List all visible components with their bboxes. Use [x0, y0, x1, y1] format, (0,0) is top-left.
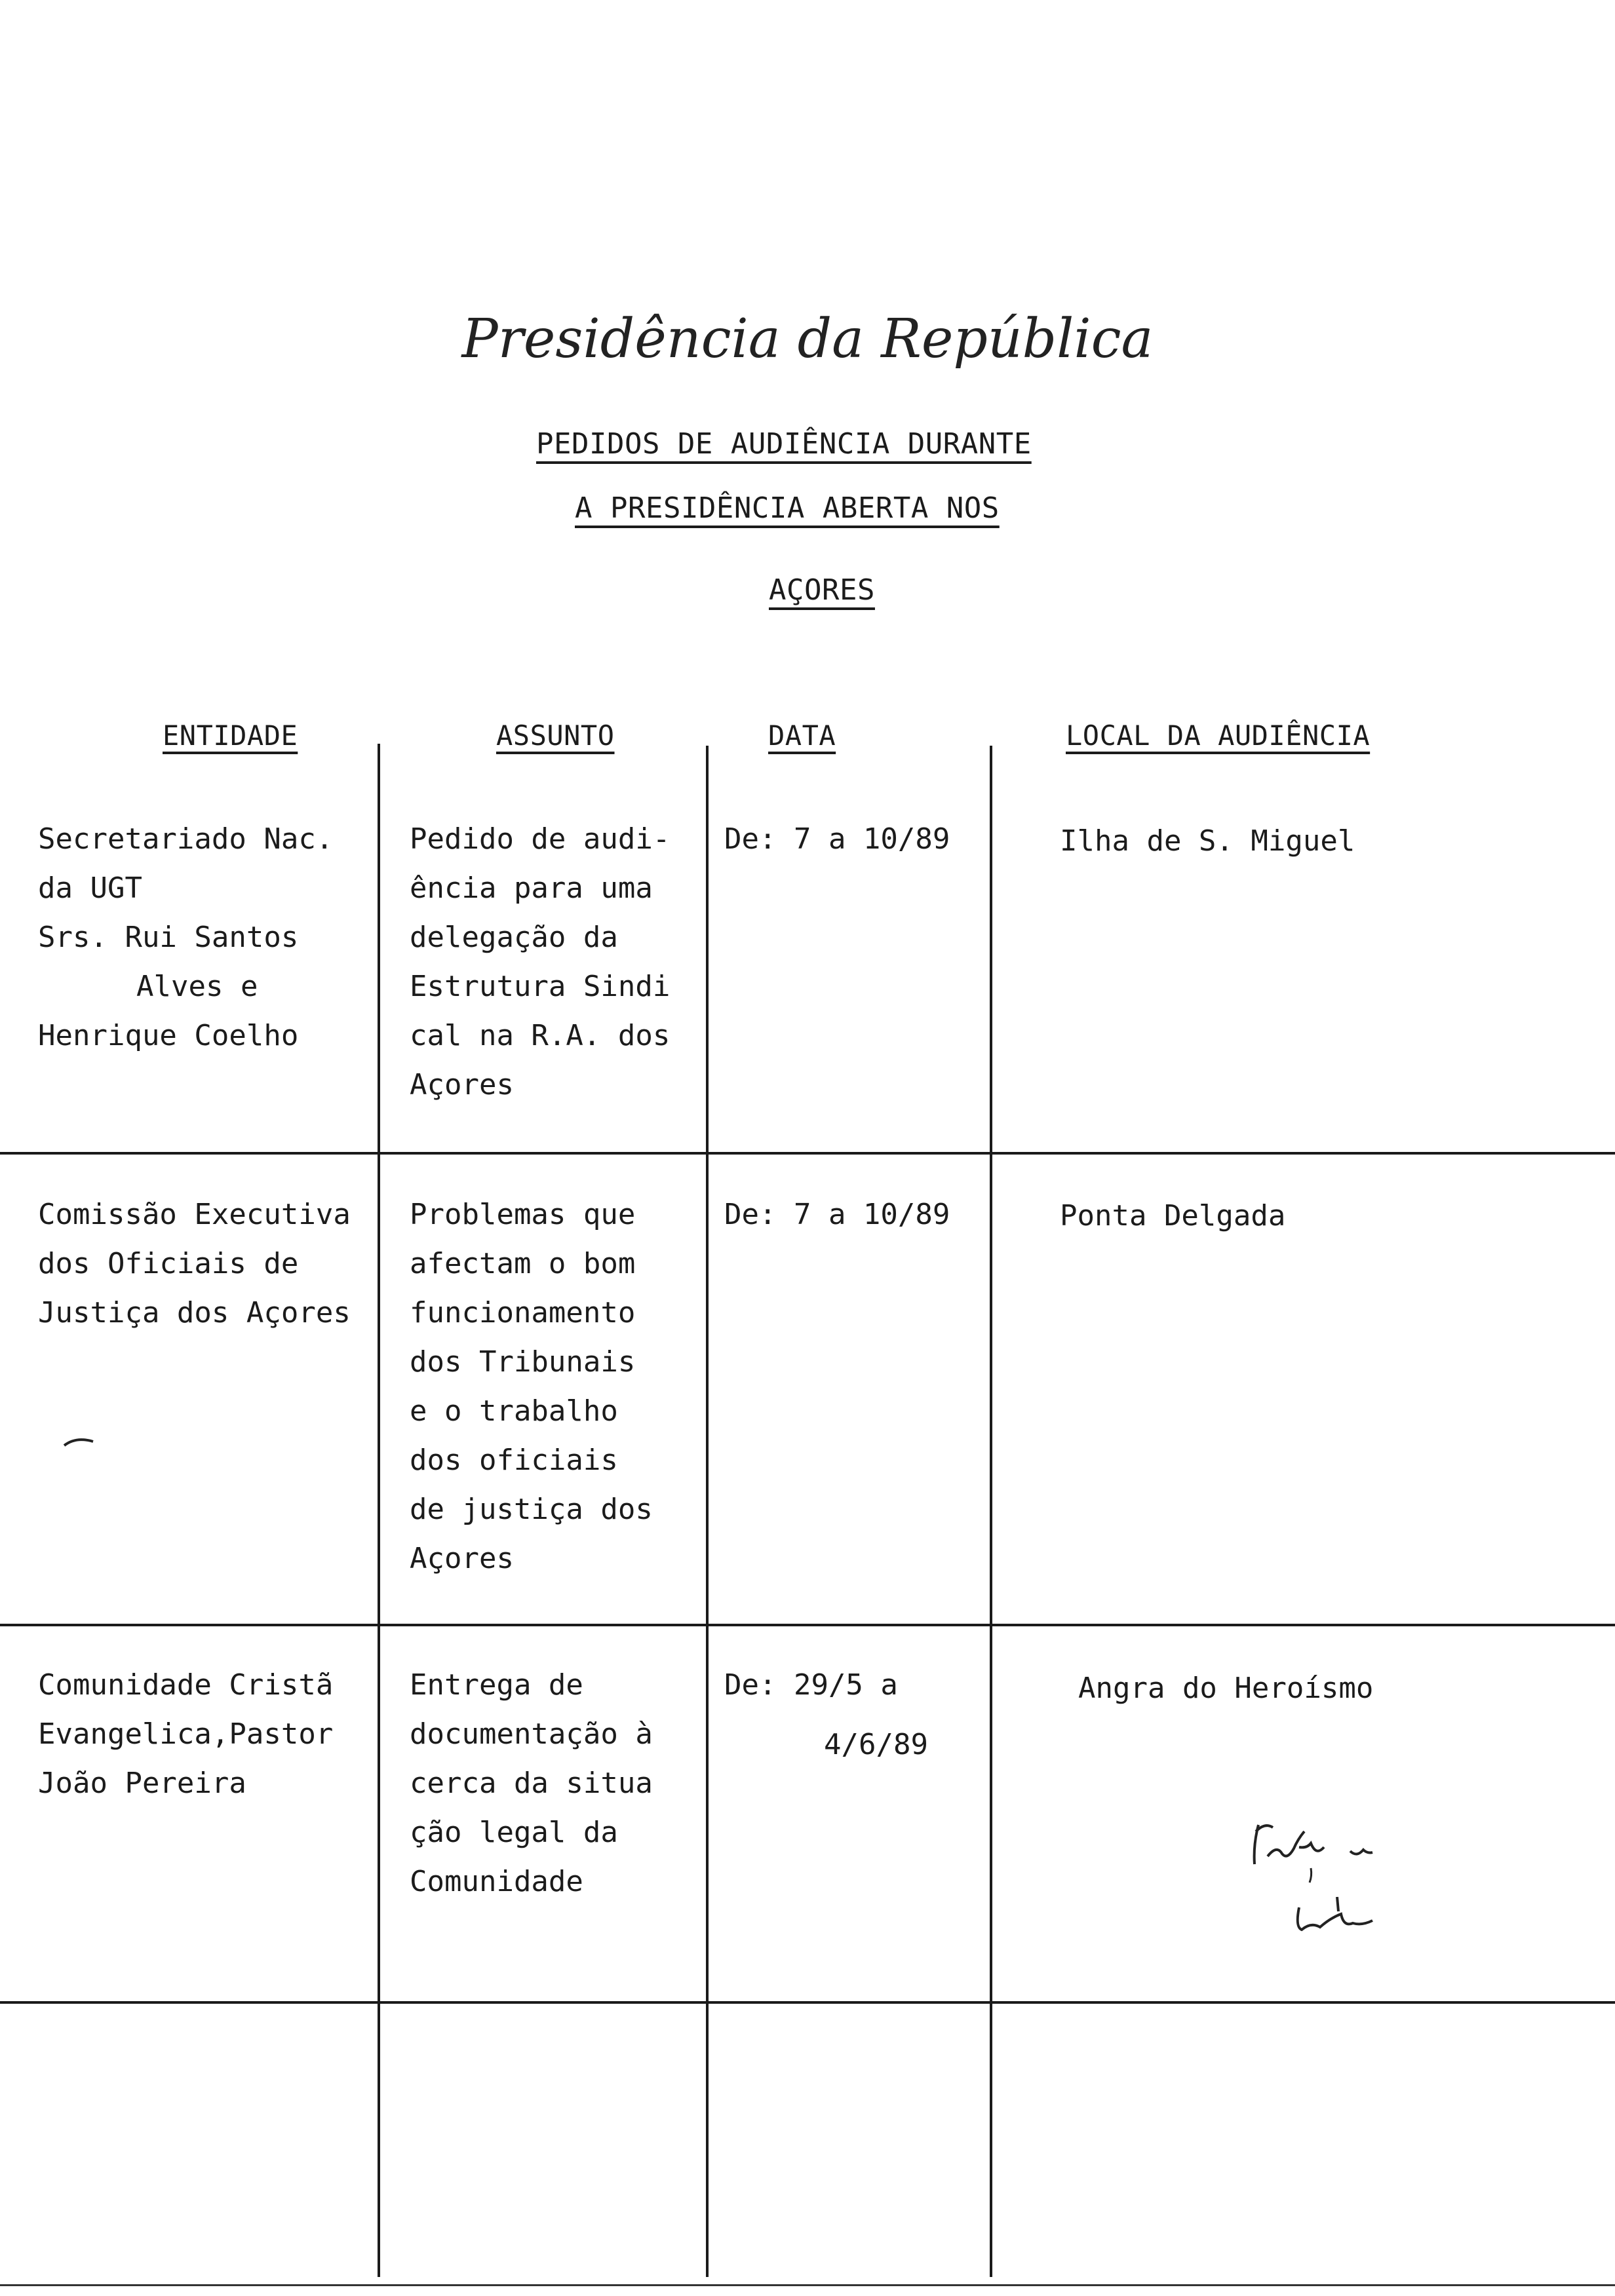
row-2-assunto-line: dos oficiais: [410, 1444, 618, 1477]
row-2-entidade-line: Comissão Executiva: [38, 1198, 351, 1231]
row-1-entidade-line: Alves e: [136, 970, 258, 1003]
row-2-local: Ponta Delgada: [1060, 1199, 1286, 1233]
row-3-entidade-line: Evangelica,Pastor: [38, 1717, 334, 1751]
row-3-assunto-line: Entrega de: [410, 1668, 583, 1702]
row-1-entidade-line: da UGT: [38, 871, 142, 905]
row-1-assunto-line: cal na R.A. dos: [410, 1019, 671, 1052]
column-header-local: LOCAL DA AUDIÊNCIA: [1066, 719, 1371, 752]
row-3-entidade: [38, 1660, 333, 1808]
row-2-data: [724, 1190, 950, 1239]
row-1-entidade-line: Henrique Coelho: [38, 1019, 299, 1052]
row-3-entidade-line: João Pereira: [38, 1767, 246, 1800]
column-header-entidade: ENTIDADE: [163, 719, 298, 752]
row-1-assunto: [410, 814, 670, 1109]
handwritten-annotation: [1239, 1805, 1409, 1956]
row-3-assunto-line: cerca da situa: [410, 1767, 653, 1800]
row-2-assunto: [410, 1190, 653, 1583]
column-divider-1: [378, 744, 380, 2277]
row-2-assunto-line: dos Tribunais: [410, 1345, 636, 1379]
row-1-assunto-line: Pedido de audi-: [410, 822, 671, 856]
row-3-data: [724, 1660, 928, 1769]
row-3-data-line: 4/6/89: [824, 1728, 928, 1761]
row-3-data-line: De: 29/5 a: [724, 1668, 898, 1702]
document-title-line-1: PEDIDOS DE AUDIÊNCIA DURANTE: [536, 427, 1032, 461]
row-3-assunto-line: Comunidade: [410, 1865, 583, 1898]
row-2-entidade-line: Justiça dos Açores: [38, 1296, 351, 1330]
document-title-line-3: AÇORES: [769, 573, 875, 607]
row-divider-2: [0, 1624, 1615, 1626]
row-1-assunto-line: Estrutura Sindi: [410, 970, 671, 1003]
row-2-data-line: De: 7 a 10/89: [724, 1198, 950, 1231]
row-1-local: Ilha de S. Miguel: [1060, 824, 1355, 858]
row-3-local: Angra do Heroísmo: [1078, 1672, 1374, 1705]
column-divider-2: [706, 746, 709, 2277]
column-header-data: DATA: [768, 719, 836, 752]
row-3-assunto: [410, 1660, 653, 1906]
row-2-assunto-line: de justiça dos: [410, 1493, 653, 1526]
row-1-entidade-line: Secretariado Nac.: [38, 822, 334, 856]
row-2-assunto-line: Problemas que: [410, 1198, 636, 1231]
row-3-entidade-line: Comunidade Cristã: [38, 1668, 334, 1702]
row-3-assunto-line: ção legal da: [410, 1816, 618, 1849]
column-header-assunto: ASSUNTO: [496, 719, 615, 752]
row-1-assunto-line: ência para uma: [410, 871, 653, 905]
row-divider-3: [0, 2001, 1615, 2004]
row-1-data: [724, 814, 950, 864]
row-1-assunto-line: delegação da: [410, 921, 618, 954]
document-title-line-2: A PRESIDÊNCIA ABERTA NOS: [575, 491, 1000, 525]
row-2-entidade: [38, 1190, 351, 1337]
row-1-entidade: [38, 814, 333, 1060]
row-1-entidade-line: Srs. Rui Santos: [38, 921, 299, 954]
row-1-assunto-line: Açores: [410, 1068, 514, 1101]
row-3-assunto-line: documentação à: [410, 1717, 653, 1751]
bottom-rule: [0, 2284, 1615, 2286]
row-2-assunto-line: funcionamento: [410, 1296, 636, 1330]
row-divider-1: [0, 1152, 1615, 1155]
letterhead-presidencia: Presidência da República: [461, 308, 1154, 370]
row-2-assunto-line: Açores: [410, 1542, 514, 1575]
row-2-assunto-line: afectam o bom: [410, 1247, 636, 1280]
row-2-entidade-line: dos Oficiais de: [38, 1247, 299, 1280]
row-2-assunto-line: e o trabalho: [410, 1394, 618, 1428]
handwritten-scribble-icon: [1239, 1805, 1409, 1956]
ink-mark: [63, 1434, 94, 1449]
column-divider-3: [990, 746, 992, 2277]
row-1-data-line: De: 7 a 10/89: [724, 822, 950, 856]
